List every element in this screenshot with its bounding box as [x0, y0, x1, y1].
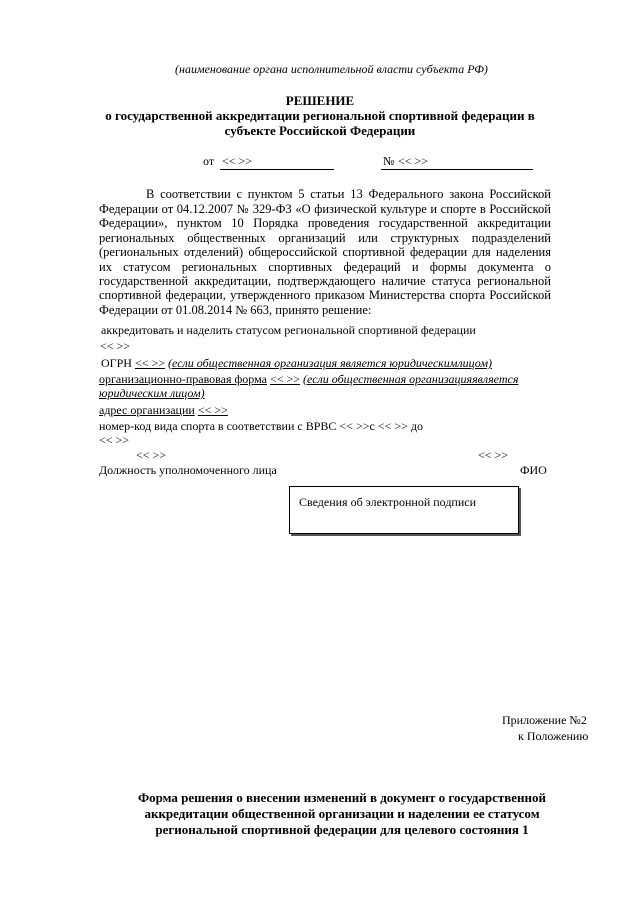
authority-placeholder: (наименование органа исполнительной власти субъекта РФ): [175, 62, 488, 76]
signer-position-value: << >>: [136, 448, 167, 462]
legal-form-note: (если общественная организацияявляется: [303, 372, 519, 386]
paragraph-body: Федерации от 04.12.2007 № 329-ФЗ «О физической культуре и спорте в Российской Федерации», пунктом 10 Порядка проведения государственной аккредитации региональных общественных организаций или структурных подразделений (региональных отделений) общероссийской спортивной федерации для наделения их статусом региональных спортивных федераций и формы документа о государственной аккредитации, подтверждающего наличие статуса региональной спортивной федерации, утвержденного приказом Министерства спорта Российской Федерации от 01.08.2014 № 663, принято решение:: [99, 202, 551, 317]
signer-position-label: Должность уполномоченного лица: [99, 463, 277, 477]
e-signature-box: [289, 486, 519, 534]
valid-from-value: << >>: [377, 419, 408, 433]
ogrn-label: ОГРН: [101, 356, 132, 370]
ogrn-note: (если общественная организация является юридическимлицом): [168, 356, 492, 370]
signer-name-value: << >>: [478, 448, 509, 462]
ogrn-value: << >>: [134, 356, 166, 370]
form-title-line2: аккредитации общественной организации и наделении ее статусом: [144, 806, 540, 821]
paragraph-first-line: В соответствии с пунктом 5 статьи 13 Федерального закона Российской: [146, 187, 551, 201]
valid-from-label: с: [369, 419, 375, 433]
address-value: << >>: [197, 403, 228, 417]
legal-form-row: [99, 372, 518, 386]
e-signature-label: Сведения об электронной подписи: [299, 495, 477, 509]
sport-code-value: << >>: [339, 419, 370, 433]
document-subtitle-line1: о государственной аккредитации региональной спортивной федерации в: [105, 108, 535, 123]
appendix-reference: к Положению: [518, 729, 589, 743]
org-name-value: << >>: [100, 339, 131, 353]
document-subtitle-line2: субъекте Российской Федерации: [224, 123, 416, 138]
date-value: << >>: [222, 154, 253, 168]
form-title-line3: региональной спортивной федерации для целевого состояния 1: [155, 822, 529, 837]
appendix-label: Приложение №2: [502, 713, 587, 727]
valid-to-value: << >>: [99, 433, 130, 447]
address-label: адрес организации: [99, 403, 195, 417]
decision-text: аккредитовать и наделить статусом региональной спортивной федерации: [101, 323, 476, 337]
legal-form-note-line2: юридическим лицом): [99, 386, 205, 400]
date-label: от: [203, 154, 215, 168]
ogrn-row: [101, 356, 492, 370]
valid-to-label: до: [410, 419, 423, 433]
address-row: [99, 403, 228, 417]
number-value: << >>: [398, 154, 429, 168]
sport-code-row: [99, 419, 423, 433]
sport-code-label: номер-код вида спорта в соответствии с ВРВС: [99, 419, 337, 433]
number-label: №: [383, 154, 395, 168]
legal-form-label: организационно-правовая форма: [99, 372, 267, 386]
legal-form-value: << >>: [269, 372, 301, 386]
document-title: РЕШЕНИЕ: [285, 93, 355, 108]
form-title-line1: Форма решения о внесении изменений в документ о государственной: [137, 790, 547, 805]
date-underline: [220, 169, 334, 170]
signer-name-label: ФИО: [520, 463, 547, 477]
number-underline: [381, 169, 533, 170]
